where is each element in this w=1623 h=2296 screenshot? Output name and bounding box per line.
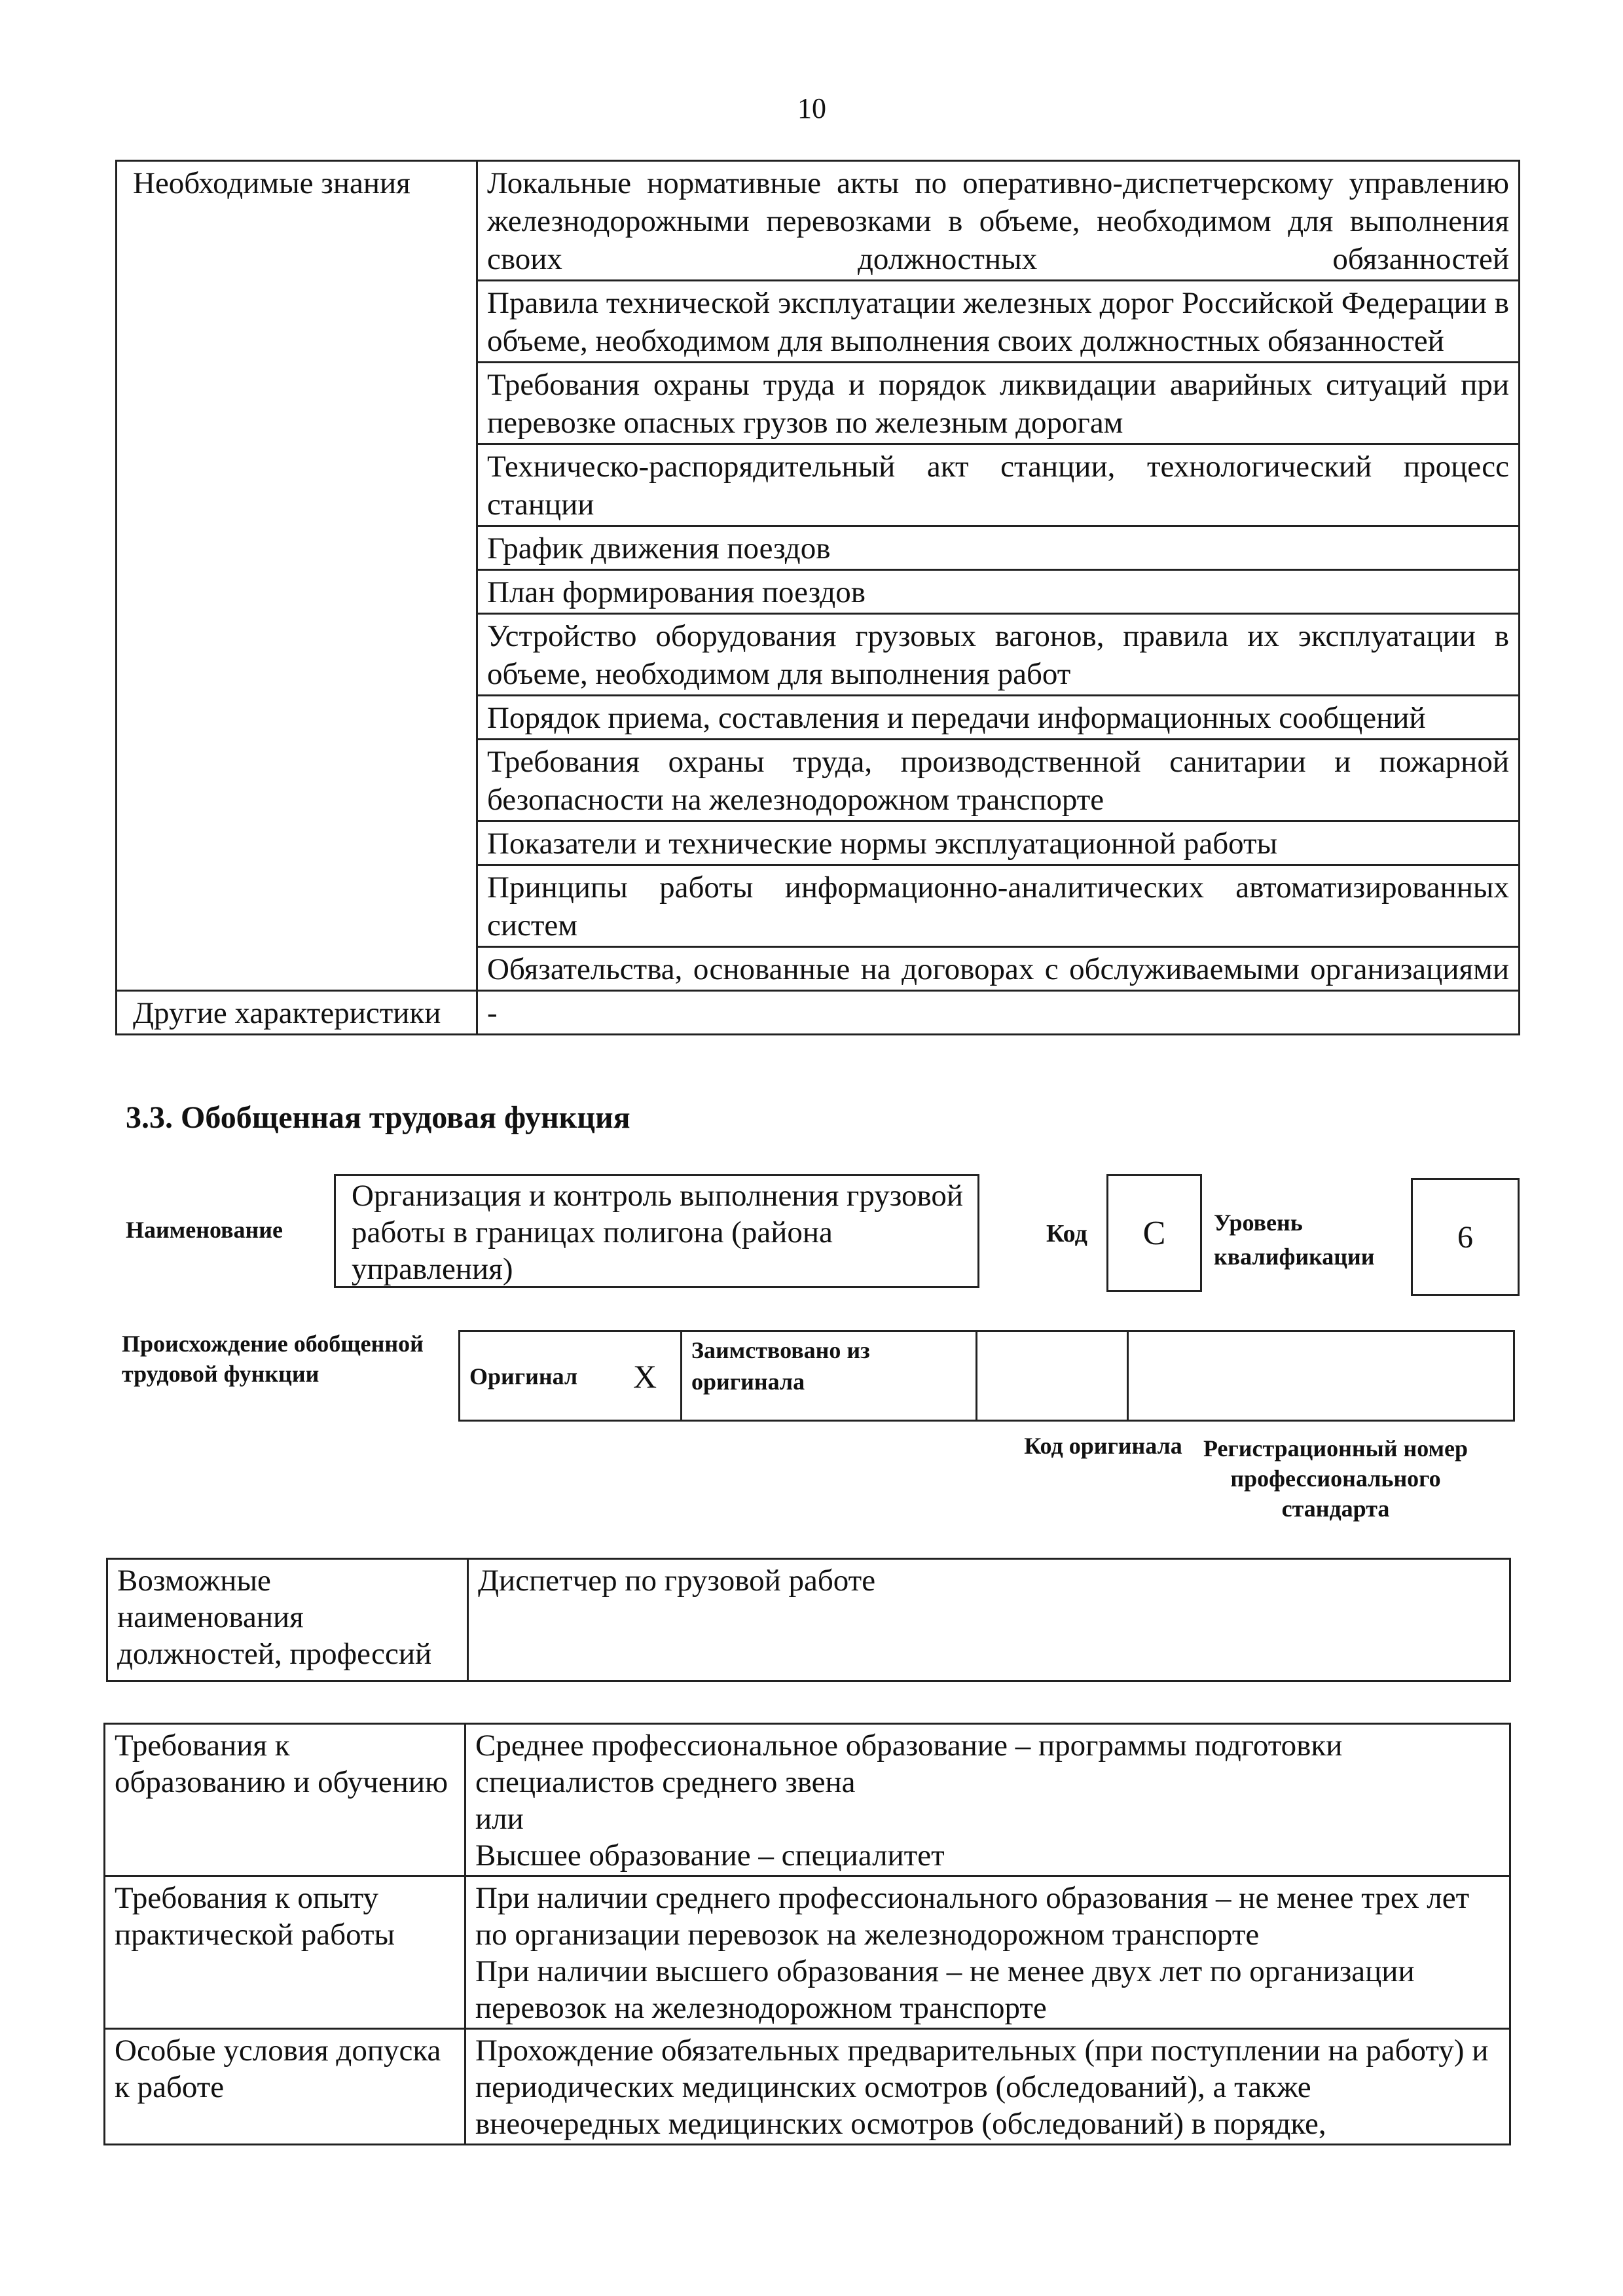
education-line: или [475,1802,524,1836]
table-row [105,1876,1510,2029]
section-heading: 3.3. Обобщенная трудовая функция [126,1100,630,1135]
positions-table [106,1558,1511,1682]
origin-label: Происхождение обобщенной трудовой функции [122,1331,424,1387]
level-box: 6 [1411,1178,1520,1296]
education-value [465,1724,1510,1876]
code-label: Код [1046,1220,1087,1247]
knowledge-item: Показатели и технические нормы эксплуатационной работы [477,821,1520,865]
experience-label: Требования к опыту практической работы [105,1876,465,2029]
education-line: Высшее образование – специалитет [475,1839,945,1873]
experience-value [465,1876,1510,2029]
knowledge-item: Техническо-распорядительный акт станции, технологический процесс станции [477,444,1520,526]
code-original-caption: Код оригинала [1024,1433,1182,1459]
knowledge-label: Необходимые знания [117,161,477,991]
knowledge-item: Требования охраны труда, производственной санитарии и пожарной безопасности на железнодорожном транспорте [477,740,1520,821]
positions-value: Диспетчер по грузовой работе [468,1559,1510,1681]
knowledge-item: Локальные нормативные акты по оперативно-диспетчерскому управлению железнодорожными перевозками в объеме, необходимом для выполнения своих должностных обязанностей [477,161,1520,281]
function-name-box: Организация и контроль выполнения грузовой работы в границах полигона (района управления) [334,1174,979,1288]
requirements-table [103,1723,1511,2145]
education-line: Среднее профессиональное образование – программы подготовки специалистов среднего звена [475,1729,1343,1799]
special-label: Особые условия допуска к работе [105,2029,465,2145]
reg-number-cell [1128,1331,1514,1421]
knowledge-item: Устройство оборудования грузовых вагонов, правила их эксплуатации в объеме, необходимом для выполнения работ [477,614,1520,696]
knowledge-item: График движения поездов [477,526,1520,570]
knowledge-item: Порядок приема, составления и передачи информационных сообщений [477,696,1520,740]
table-row [105,2029,1510,2145]
code-box: C [1106,1174,1202,1292]
knowledge-item: План формирования поездов [477,570,1520,614]
original-mark: X [610,1331,682,1421]
experience-line: При наличии среднего профессионального образования – не менее трех лет по организации перевозок на железнодорожном транспорте [475,1881,1470,1952]
knowledge-item: Обязательства, основанные на договорах с обслуживаемыми организациями [477,947,1520,991]
other-label: Другие характеристики [117,991,477,1035]
table-row [105,1724,1510,1876]
special-value: Прохождение обязательных предварительных (при поступлении на работу) и периодических медицинских осмотров (обследований), а также внеочередных медицинских осмотров (обследований) в порядке, [465,2029,1510,2145]
knowledge-item: Принципы работы информационно-аналитических автоматизированных систем [477,865,1520,947]
level-label: Уровень квалификации [1214,1210,1375,1270]
knowledge-item: Правила технической эксплуатации железных дорог Российской Федерации в объеме, необходимом для выполнения своих должностных обязанностей [477,281,1520,363]
table-row [107,1559,1510,1681]
positions-label: Возможные наименования должностей, профессий [107,1559,468,1681]
origin-table [458,1330,1515,1422]
table-row [460,1331,1514,1421]
borrowed-label: Заимствовано из оригинала [682,1331,977,1421]
knowledge-table [115,160,1520,1035]
reg-number-caption: Регистрационный номер профессионального стандарта [1203,1435,1468,1522]
experience-line: При наличии высшего образования – не менее двух лет по организации перевозок на железнодорожном транспорте [475,1954,1415,2025]
original-label: Оригинал [460,1331,610,1421]
origin-code-cell [977,1331,1128,1421]
knowledge-item: Требования охраны труда и порядок ликвидации аварийных ситуаций при перевозке опасных грузов по железным дорогам [477,363,1520,444]
other-value: - [477,991,1520,1035]
page-number: 10 [797,92,826,124]
education-label: Требования к образованию и обучению [105,1724,465,1876]
table-row [117,991,1520,1035]
table-row [117,161,1520,281]
name-label: Наименование [126,1217,283,1243]
